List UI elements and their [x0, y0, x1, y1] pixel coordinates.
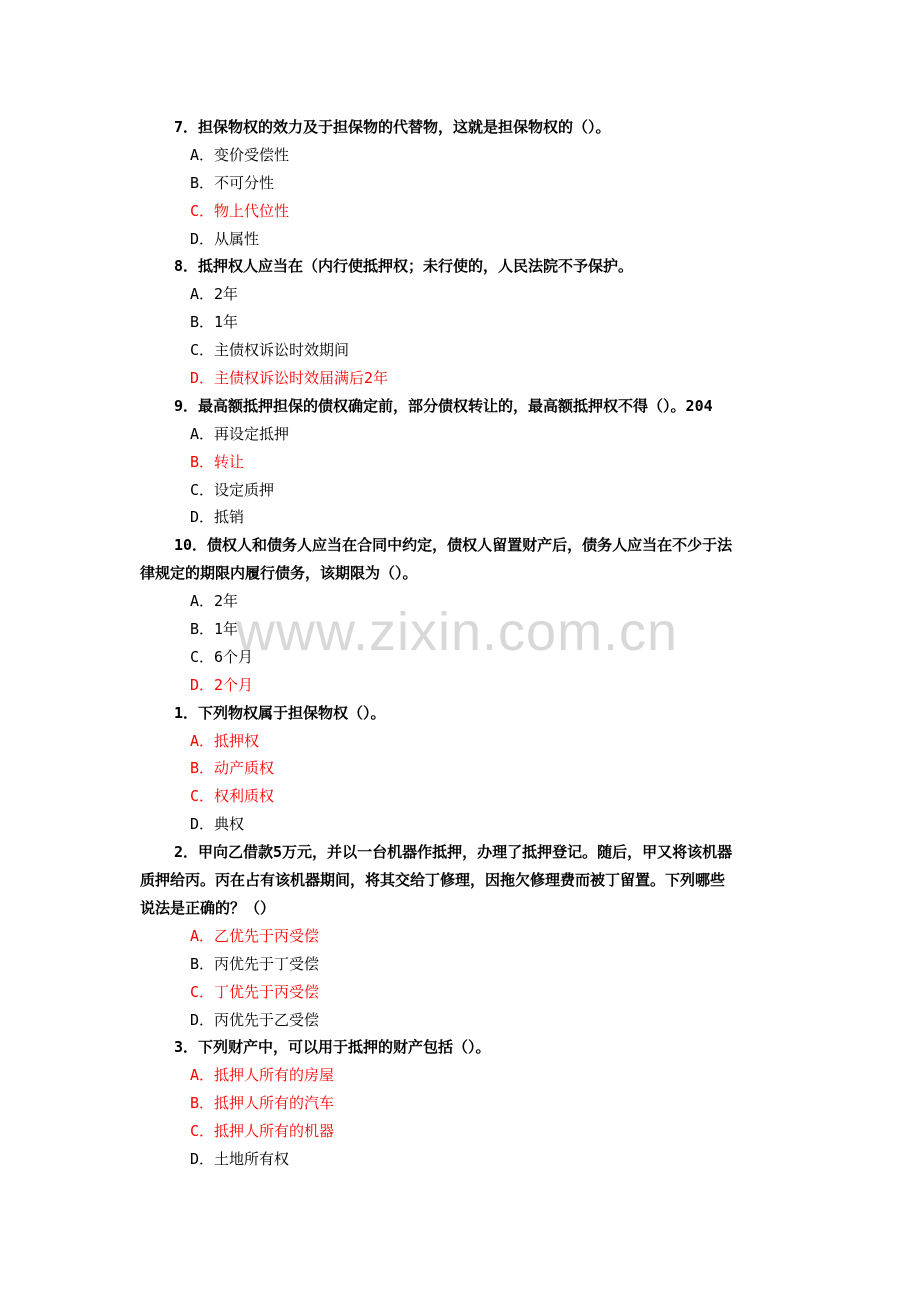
- document-body: [0, 114, 920, 1174]
- answer-option-correct: D．主债权诉讼时效届满后2年: [190, 369, 389, 388]
- answer-option: D．抵销: [190, 508, 245, 527]
- question-text: 3．下列财产中，可以用于抵押的财产包括（）。: [174, 1038, 491, 1057]
- answer-option: D．丙优先于乙受偿: [190, 1010, 320, 1029]
- answer-option-correct: C．丁优先于丙受偿: [190, 982, 320, 1001]
- answer-option: A．变价受偿性: [190, 145, 290, 164]
- answer-option-correct: A．乙优先于丙受偿: [190, 926, 320, 945]
- answer-option: C．主债权诉讼时效期间: [190, 341, 350, 360]
- answer-option-correct: B．动产质权: [190, 759, 275, 778]
- watermark: www.zixin.com.cn: [236, 602, 679, 662]
- answer-option-correct: C．物上代位性: [190, 201, 290, 220]
- question-text-continued: 律规定的期限内履行债务，该期限为（）。: [140, 564, 418, 583]
- answer-option-correct: D．2个月: [190, 675, 254, 694]
- answer-option: A．2年: [190, 592, 239, 611]
- answer-option: B．1年: [190, 620, 239, 639]
- answer-option: B．不可分性: [190, 173, 275, 192]
- question-text-continued: 说法是正确的？（）: [140, 898, 276, 917]
- answer-option: C．6个月: [190, 647, 254, 666]
- question-text: 1．下列物权属于担保物权（）。: [174, 703, 386, 722]
- answer-option: B．1年: [190, 313, 239, 332]
- answer-option: A．2年: [190, 285, 239, 304]
- answer-option-correct: B．转让: [190, 452, 245, 471]
- answer-option: C．设定质押: [190, 480, 275, 499]
- question-text-continued: 质押给丙。丙在占有该机器期间，将其交给丁修理，因拖欠修理费而被丁留置。下列哪些: [140, 871, 726, 890]
- question-text: 7．担保物权的效力及于担保物的代替物，这就是担保物权的（）。: [174, 118, 611, 136]
- answer-option-correct: B．抵押人所有的汽车: [190, 1094, 335, 1113]
- answer-option: A．再设定抵押: [190, 424, 290, 443]
- answer-option-correct: A．抵押权: [190, 731, 260, 750]
- answer-option: D．典权: [190, 815, 245, 834]
- question-text: 9．最高额抵押担保的债权确定前，部分债权转让的，最高额抵押权不得（）。204: [174, 396, 713, 415]
- answer-option: D．土地所有权: [190, 1149, 290, 1168]
- answer-option-correct: C．权利质权: [190, 787, 275, 806]
- answer-option-correct: A．抵押人所有的房屋: [190, 1066, 335, 1085]
- answer-option: D．从属性: [190, 229, 260, 248]
- answer-option-correct: C．抵押人所有的机器: [190, 1122, 335, 1141]
- question-text: 2．甲向乙借款5万元，并以一台机器作抵押，办理了抵押登记。随后，甲又将该机器: [174, 843, 733, 862]
- question-text: 8．抵押权人应当在（内行使抵押权；未行使的，人民法院不予保护。: [174, 257, 634, 276]
- answer-option: B．丙优先于丁受偿: [190, 954, 320, 973]
- question-text: 10．债权人和债务人应当在合同中约定，债权人留置财产后，债务人应当在不少于法: [174, 536, 733, 555]
